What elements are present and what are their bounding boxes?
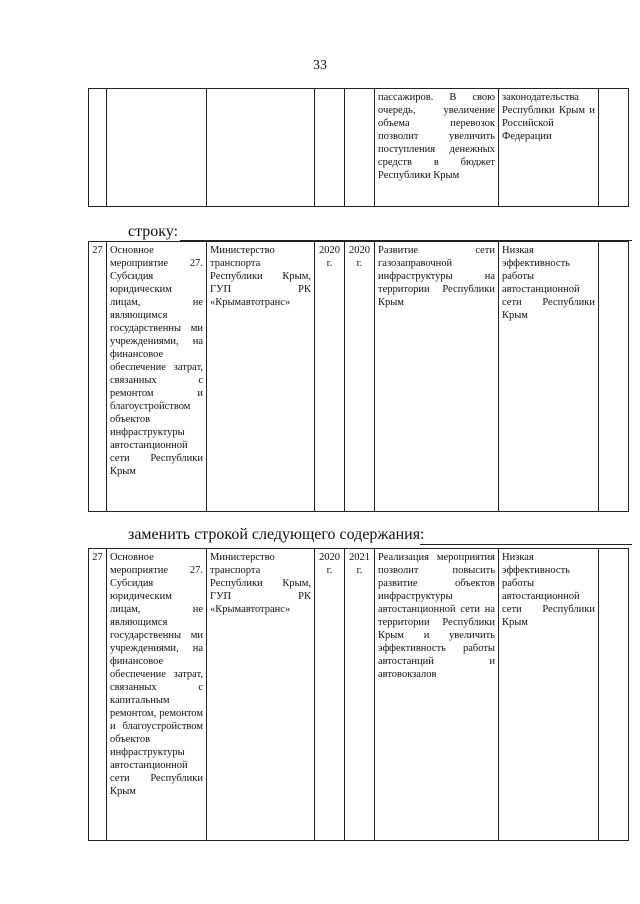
cell-name: Основное мероприятие 27. Субсидия юридическим лицам, не являющимся государственны ми учреждениями, на финансовое обеспечение затрат, связанных с ремонтом и благоустройством объектов инфраструктуры автостанционной сети Республики Крым: [107, 242, 207, 512]
cell-end: 2020 г.: [345, 242, 375, 512]
cell-num: [89, 89, 107, 207]
cell-num: 27: [89, 242, 107, 512]
cell-last: [599, 242, 629, 512]
cell-end: [345, 89, 375, 207]
caption-new-row: заменить строкой следующего содержания:: [128, 526, 425, 543]
table-row: [89, 89, 629, 207]
cell-last: [599, 89, 629, 207]
cell-result: пассажиров. В свою очередь, увеличение объема перевозок позволит увеличить поступления денежных средств в бюджет Республики Крым: [375, 89, 499, 207]
continuation-table: [88, 88, 629, 207]
cell-start: 2020 г.: [315, 242, 345, 512]
page-number: 33: [313, 58, 327, 73]
old-row-table: [88, 241, 629, 512]
cell-consequence: Низкая эффективность работы автостанционной сети Республики Крым: [499, 242, 599, 512]
caption-old-row: строку:: [128, 223, 179, 240]
cell-name: Основное мероприятие 27. Субсидия юридическим лицам, не являющимся государственны ми учреждениями, на финансовое обеспечение затрат, связанных с капитальным ремонтом, ремонтом и благоустройством объектов инфраструктуры автостанционной сети Республики Крым: [107, 549, 207, 841]
cell-consequence: Низкая эффективность работы автостанционной сети Республики Крым: [499, 549, 599, 841]
cell-executor: Министерство транспорта Республики Крым, ГУП РК «Крымавтотранс»: [207, 549, 315, 841]
cell-last: [599, 549, 629, 841]
cell-executor: [207, 89, 315, 207]
cell-end: 2021 г.: [345, 549, 375, 841]
underline-rule: [420, 544, 632, 545]
cell-result: Развитие сети газозаправочной инфраструктуры на территории Республики Крым: [375, 242, 499, 512]
table-row: [89, 242, 629, 512]
cell-num: 27: [89, 549, 107, 841]
table-row: [89, 549, 629, 841]
cell-start: 2020 г.: [315, 549, 345, 841]
cell-start: [315, 89, 345, 207]
cell-name: [107, 89, 207, 207]
new-row-table: [88, 548, 629, 841]
cell-consequence: законодательства Республики Крым и Российской Федерации: [499, 89, 599, 207]
cell-executor: Министерство транспорта Республики Крым, ГУП РК «Крымавтотранс»: [207, 242, 315, 512]
cell-result: Реализация мероприятия позволит повысить развитие объектов инфраструктуры автостанционной сети на территории Республики Крым и увеличить эффективность работы автостанций и автовокзалов: [375, 549, 499, 841]
